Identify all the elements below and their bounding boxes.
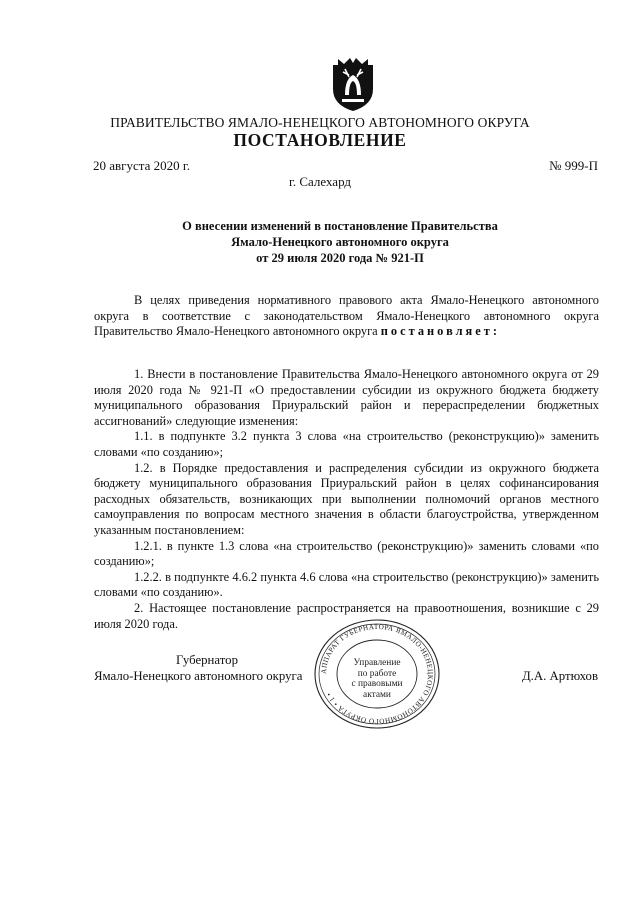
stamp-center-line-1: Управление <box>353 658 401 668</box>
document-city: г. Салехард <box>288 174 352 189</box>
stamp-center-text <box>337 658 417 700</box>
resolution-items <box>94 367 599 632</box>
preamble <box>94 293 599 340</box>
signer-position <box>94 653 302 684</box>
document-title <box>120 218 560 266</box>
document-date: 20 августа 2020 г. <box>93 158 190 173</box>
item-1-2-1: 1.2.1. в пункте 1.3 слова «на строительство (реконструкцию)» заменить словами «по созданию»; <box>94 538 599 569</box>
document-type: ПОСТАНОВЛЕНИЕ <box>233 130 407 150</box>
item-1: 1. Внести в постановление Правительства Ямало-Ненецкого автономного округа от 29 июля 2020 года № 921-П «О предоставлении субсидии из окружного бюджета бюджету муниципального образования Приуральский район и перераспределении бюджетных ассигнований» следующие изменения: <box>94 367 599 428</box>
item-1-2-2: 1.2.2. в подпункте 4.6.2 пункта 4.6 слова «на строительство (реконструкцию)» заменить словами «по созданию». <box>94 569 599 600</box>
item-1-2: 1.2. в Порядке предоставления и распределения субсидии из окружного бюджета бюджету муниципального образования Приуральский район в целях софинансирования расходных обязательств, возникающих при выполнении полномочий органов местного самоуправления по вопросам местного значения в области благоустройства, утвержденном указанным постановлением: <box>94 460 599 537</box>
document-number: № 999-П <box>549 158 598 173</box>
stamp-ring-text: АППАРАТ ГУБЕРНАТОРА ЯМАЛО-НЕНЕЦКОГО АВТОНОМНОГО ОКРУГА • 1 • <box>319 622 435 726</box>
title-line-1: О внесении изменений в постановление Правительства <box>182 219 498 233</box>
title-line-3: от 29 июля 2020 года № 921-П <box>256 251 424 265</box>
signer-position-line-1: Губернатор <box>176 653 238 667</box>
stamp-center-line-2: по работе <box>357 668 397 679</box>
signer-name: Д.А. Артюхов <box>521 669 598 683</box>
yanao-coat-of-arms-icon <box>330 55 376 113</box>
preamble-verb: постановляет: <box>380 324 500 339</box>
item-1-1: 1.1. в подпункте 3.2 пункта 3 слова «на строительство (реконструкцию)» заменить словами «по созданию»; <box>94 429 599 459</box>
signer-position-line-2: Ямало-Ненецкого автономного округа <box>94 668 303 683</box>
item-2: 2. Настоящее постановление распространяется на правоотношения, возникшие с 29 июля 2020 года. <box>94 600 599 631</box>
title-line-2: Ямало-Ненецкого автономного округа <box>231 235 449 249</box>
organization-name: ПРАВИТЕЛЬСТВО ЯМАЛО-НЕНЕЦКОГО АВТОНОМНОГО ОКРУГА <box>110 115 530 130</box>
preamble-text: В целях приведения нормативного правового акта Ямало-Ненецкого автономного округа в соответствие с законодательством Ямало-Ненецкого автономного округа Правительство Ямало-Ненецкого автономного округа <box>94 293 599 339</box>
stamp-center-line-3: с правовыми <box>351 679 403 689</box>
stamp-center-line-4: актами <box>363 689 391 700</box>
